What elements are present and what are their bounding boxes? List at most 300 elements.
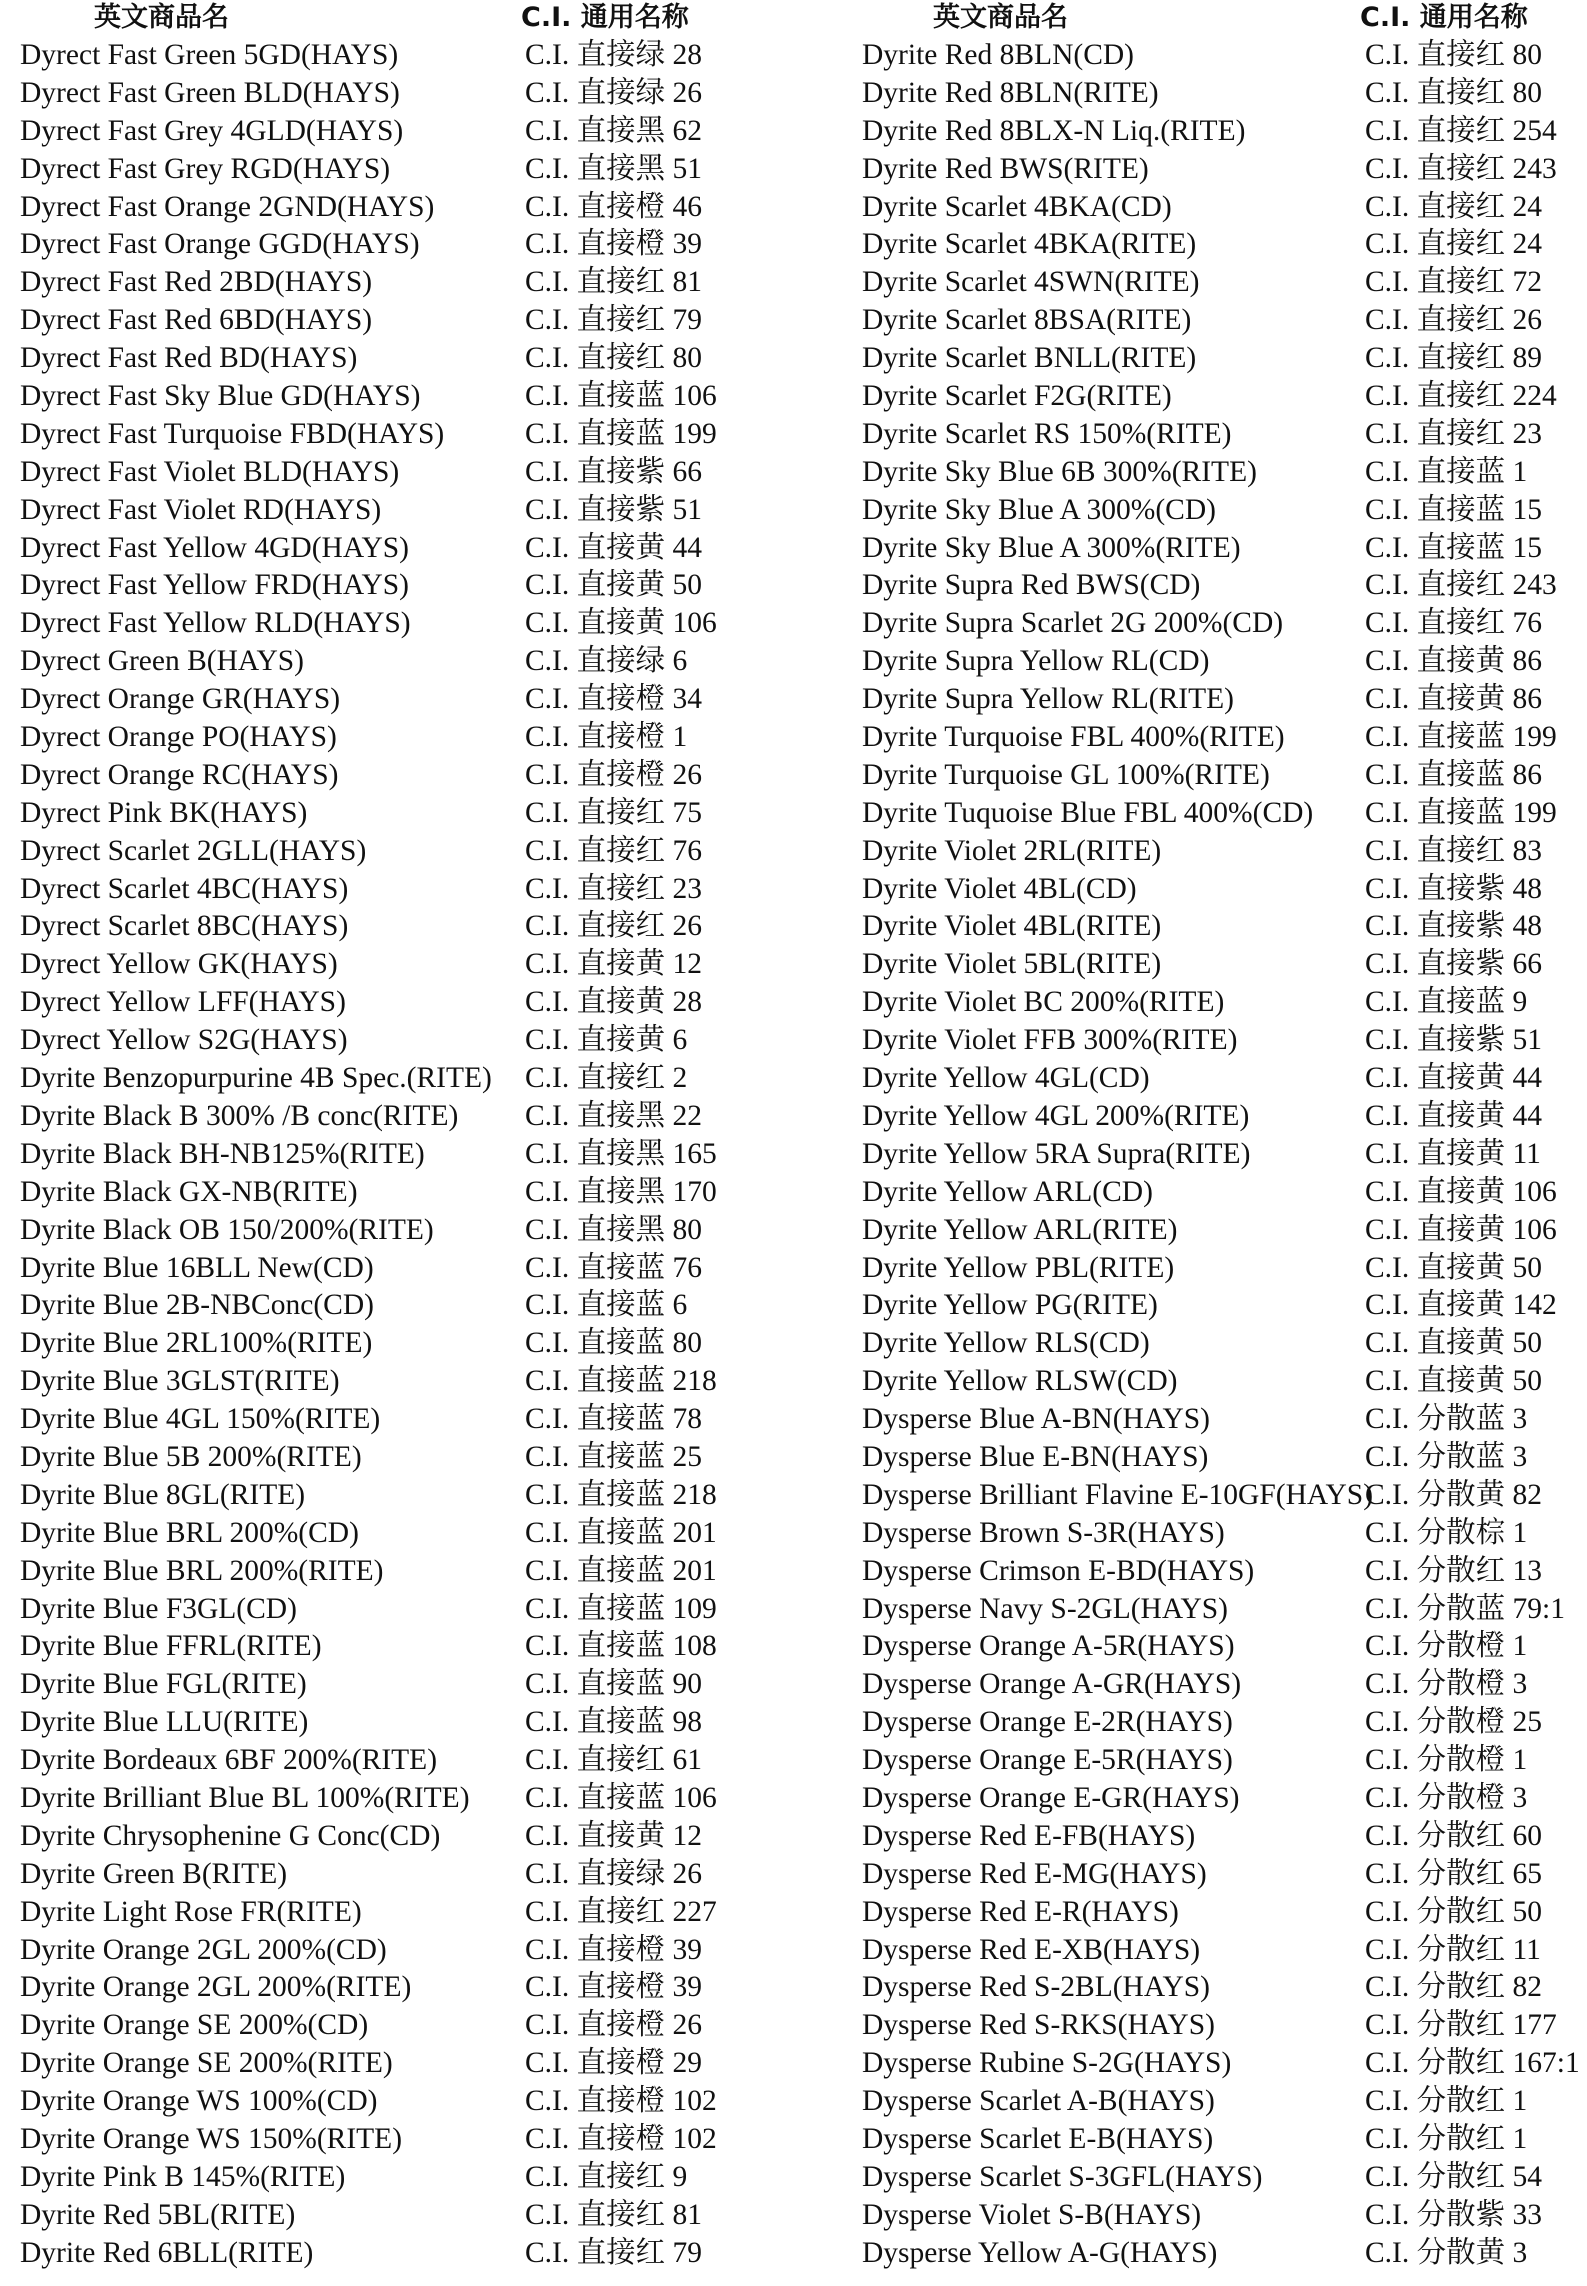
ci-generic-name: C.I. 直接红 72 (1365, 266, 1543, 299)
ci-generic-name: C.I. 直接红 80 (1365, 39, 1543, 71)
table-row (858, 263, 1587, 301)
english-trade-name: Dyrect Fast Red 2BD(HAYS) (20, 266, 373, 299)
ci-generic-name: C.I. 直接黑 51 (525, 152, 703, 185)
english-trade-name: Dysperse Blue A-BN(HAYS) (862, 1403, 1210, 1436)
ci-generic-name: C.I. 直接红 24 (1365, 228, 1543, 261)
table-row (16, 718, 796, 756)
english-trade-name: Dyrect Yellow LFF(HAYS) (20, 986, 346, 1019)
english-trade-name: Dysperse Brilliant Flavine E-10GF(HAYS) (862, 1478, 1374, 1511)
table-row (16, 642, 796, 680)
english-trade-name: Dysperse Blue E-BN(HAYS) (862, 1440, 1209, 1473)
english-trade-name: Dyrite Bordeaux 6BF 200%(RITE) (20, 1744, 438, 1777)
ci-generic-name: C.I. 直接蓝 199 (1365, 721, 1557, 754)
english-trade-name: Dyrect Fast Green 5GD(HAYS) (20, 39, 399, 71)
ci-generic-name: C.I. 直接蓝 106 (525, 1781, 717, 1814)
english-trade-name: Dysperse Red S-RKS(HAYS) (862, 2009, 1215, 2042)
ci-generic-name: C.I. 直接黄 106 (1365, 1175, 1557, 1208)
table-row (16, 415, 796, 453)
english-trade-name: Dyrite Red 6BLL(RITE) (20, 2236, 314, 2269)
table-row (858, 2234, 1587, 2272)
table-row (16, 1590, 796, 1628)
table-row (16, 1286, 796, 1324)
table-row (16, 112, 796, 150)
table-row (858, 1893, 1587, 1931)
table-row (16, 1627, 796, 1665)
ci-generic-name: C.I. 直接橙 39 (525, 1971, 703, 2004)
table-row (858, 112, 1587, 150)
english-trade-name: Dyrite Scarlet 8BSA(RITE) (862, 304, 1192, 337)
table-row (16, 74, 796, 112)
table-row (858, 1476, 1587, 1514)
table-row (16, 2044, 796, 2082)
table-row (858, 680, 1587, 718)
english-trade-name: Dyrite Chrysophenine G Conc(CD) (20, 1819, 441, 1852)
english-trade-name: Dyrect Fast Orange 2GND(HAYS) (20, 190, 435, 223)
english-trade-name: Dyrect Scarlet 8BC(HAYS) (20, 910, 349, 943)
ci-generic-name: C.I. 直接红 61 (525, 1744, 703, 1777)
right-column (858, 0, 1587, 2272)
table-row (16, 2234, 796, 2272)
table-row (858, 642, 1587, 680)
table-row (858, 945, 1587, 983)
english-trade-name: Dyrite Yellow PG(RITE) (862, 1289, 1158, 1322)
ci-generic-name: C.I. 直接红 76 (1365, 607, 1543, 640)
ci-generic-name: C.I. 直接紫 48 (1365, 910, 1543, 943)
ci-generic-name: C.I. 直接橙 26 (525, 2009, 703, 2042)
ci-generic-name: C.I. 直接橙 39 (525, 1933, 703, 1966)
table-row (858, 1097, 1587, 1135)
english-trade-name: Dyrite Supra Yellow RL(RITE) (862, 683, 1234, 716)
english-trade-name: Dysperse Orange A-GR(HAYS) (862, 1668, 1242, 1701)
ci-generic-name: C.I. 直接红 9 (525, 2160, 688, 2193)
english-trade-name: Dyrite Orange 2GL 200%(RITE) (20, 1971, 412, 2004)
ci-generic-name: C.I. 直接橙 102 (525, 2085, 717, 2118)
english-trade-name: Dyrite Green B(RITE) (20, 1857, 288, 1890)
table-row (858, 301, 1587, 339)
table-row (16, 1893, 796, 1931)
english-trade-name: Dyrite Orange 2GL 200%(CD) (20, 1933, 387, 1966)
ci-generic-name: C.I. 分散红 177 (1365, 2009, 1557, 2042)
english-trade-name: Dyrect Orange RC(HAYS) (20, 758, 339, 791)
table-row (16, 1514, 796, 1552)
english-trade-name: Dyrite Scarlet F2G(RITE) (862, 380, 1172, 413)
english-trade-name: Dyrite Violet 4BL(RITE) (862, 910, 1162, 943)
english-trade-name: Dyrite Blue LLU(RITE) (20, 1706, 309, 1739)
table-row (16, 1476, 796, 1514)
ci-generic-name: C.I. 直接蓝 9 (1365, 986, 1528, 1019)
english-trade-name: Dysperse Orange E-2R(HAYS) (862, 1706, 1233, 1739)
english-trade-name: Dyrite Violet FFB 300%(RITE) (862, 1024, 1238, 1057)
ci-generic-name: C.I. 分散蓝 3 (1365, 1403, 1528, 1436)
english-trade-name: Dyrect Fast Violet RD(HAYS) (20, 493, 382, 526)
ci-generic-name: C.I. 直接红 79 (525, 304, 703, 337)
table-row (858, 188, 1587, 226)
table-row (858, 1703, 1587, 1741)
table-row (858, 832, 1587, 870)
ci-generic-name: C.I. 直接橙 26 (525, 758, 703, 791)
english-trade-name: Dyrect Fast Orange GGD(HAYS) (20, 228, 420, 261)
table-row (858, 225, 1587, 263)
ci-generic-name: C.I. 直接黄 142 (1365, 1289, 1557, 1322)
table-row (16, 188, 796, 226)
ci-generic-name: C.I. 直接紫 48 (1365, 872, 1543, 905)
english-trade-name: Dyrite Scarlet 4SWN(RITE) (862, 266, 1200, 299)
ci-generic-name: C.I. 分散红 60 (1365, 1819, 1543, 1852)
table-row (16, 1779, 796, 1817)
english-trade-name: Dyrite Violet 5BL(RITE) (862, 948, 1162, 981)
ci-generic-name: C.I. 直接黄 50 (1365, 1251, 1543, 1284)
ci-generic-name: C.I. 直接黄 50 (525, 569, 703, 602)
table-row (16, 263, 796, 301)
english-trade-name: Dyrite Sky Blue 6B 300%(RITE) (862, 455, 1257, 488)
table-row (858, 2158, 1587, 2196)
english-trade-name: Dysperse Brown S-3R(HAYS) (862, 1516, 1225, 1549)
english-trade-name: Dyrite Supra Red BWS(CD) (862, 569, 1201, 602)
english-trade-name: Dyrite Yellow ARL(RITE) (862, 1213, 1178, 1246)
table-row (858, 1021, 1587, 1059)
ci-generic-name: C.I. 直接紫 51 (525, 493, 703, 526)
english-trade-name: Dyrite Blue FGL(RITE) (20, 1668, 307, 1701)
english-trade-name: Dysperse Red E-FB(HAYS) (862, 1819, 1196, 1852)
table-row (16, 529, 796, 567)
table-row (16, 983, 796, 1021)
ci-generic-name: C.I. 分散红 82 (1365, 1971, 1543, 2004)
table-row (16, 1097, 796, 1135)
table-row (858, 1968, 1587, 2006)
english-trade-name: Dyrect Scarlet 2GLL(HAYS) (20, 834, 367, 867)
table-row (16, 150, 796, 188)
english-trade-name: Dyrite Red 8BLX-N Liq.(RITE) (862, 114, 1246, 147)
ci-generic-name: C.I. 分散红 1 (1365, 2122, 1528, 2155)
table-row (858, 1665, 1587, 1703)
ci-generic-name: C.I. 直接黄 44 (1365, 1099, 1543, 1132)
header-english-name: 英文商品名 (933, 2, 1068, 33)
table-row (858, 756, 1587, 794)
ci-generic-name: C.I. 直接红 79 (525, 2236, 703, 2269)
table-row (858, 1400, 1587, 1438)
english-trade-name: Dyrite Supra Yellow RL(CD) (862, 645, 1210, 678)
table-row (858, 377, 1587, 415)
english-trade-name: Dyrect Pink BK(HAYS) (20, 796, 308, 829)
table-row (16, 301, 796, 339)
ci-generic-name: C.I. 直接橙 34 (525, 683, 703, 716)
english-trade-name: Dyrect Orange GR(HAYS) (20, 683, 341, 716)
english-trade-name: Dysperse Red E-XB(HAYS) (862, 1933, 1201, 1966)
table-row (16, 1968, 796, 2006)
ci-generic-name: C.I. 直接橙 46 (525, 190, 703, 223)
english-trade-name: Dyrite Blue 2RL100%(RITE) (20, 1327, 373, 1360)
table-row (858, 566, 1587, 604)
ci-generic-name: C.I. 分散棕 1 (1365, 1516, 1528, 1549)
english-trade-name: Dyrite Sky Blue A 300%(RITE) (862, 531, 1241, 564)
ci-generic-name: C.I. 直接绿 28 (525, 39, 703, 71)
english-trade-name: Dyrite Yellow ARL(CD) (862, 1175, 1153, 1208)
ci-generic-name: C.I. 直接红 243 (1365, 569, 1557, 602)
table-row (16, 2158, 796, 2196)
ci-generic-name: C.I. 直接黄 44 (1365, 1062, 1543, 1095)
ci-generic-name: C.I. 直接红 83 (1365, 834, 1543, 867)
english-trade-name: Dysperse Yellow A-G(HAYS) (862, 2236, 1218, 2269)
english-trade-name: Dyrite Violet BC 200%(RITE) (862, 986, 1225, 1019)
ci-generic-name: C.I. 直接黄 44 (525, 531, 703, 564)
english-trade-name: Dyrite Black OB 150/200%(RITE) (20, 1213, 434, 1246)
table-row (16, 453, 796, 491)
english-trade-name: Dyrect Fast Violet BLD(HAYS) (20, 455, 400, 488)
english-trade-name: Dyrite Blue 8GL(RITE) (20, 1478, 306, 1511)
english-trade-name: Dyrite Yellow 4GL 200%(RITE) (862, 1099, 1250, 1132)
ci-generic-name: C.I. 直接红 2 (525, 1062, 688, 1095)
ci-generic-name: C.I. 直接红 81 (525, 2198, 703, 2231)
english-trade-name: Dyrect Fast Green BLD(HAYS) (20, 76, 400, 109)
ci-generic-name: C.I. 直接橙 29 (525, 2047, 703, 2080)
english-trade-name: Dyrect Fast Grey 4GLD(HAYS) (20, 114, 404, 147)
table-row (16, 1855, 796, 1893)
ci-generic-name: C.I. 分散红 50 (1365, 1895, 1543, 1928)
ci-generic-name: C.I. 直接红 80 (525, 342, 703, 375)
ci-generic-name: C.I. 直接绿 26 (525, 1857, 703, 1890)
table-row (858, 794, 1587, 832)
table-row (858, 2196, 1587, 2234)
table-row (858, 1135, 1587, 1173)
table-row (858, 1324, 1587, 1362)
table-row (858, 2082, 1587, 2120)
table-row (858, 1438, 1587, 1476)
table-row (858, 415, 1587, 453)
english-trade-name: Dyrite Blue BRL 200%(CD) (20, 1516, 359, 1549)
ci-generic-name: C.I. 直接黑 170 (525, 1175, 717, 1208)
ci-generic-name: C.I. 直接蓝 218 (525, 1478, 717, 1511)
table-row (16, 1552, 796, 1590)
ci-generic-name: C.I. 直接紫 51 (1365, 1024, 1543, 1057)
ci-generic-name: C.I. 直接蓝 25 (525, 1440, 703, 1473)
english-trade-name: Dyrect Orange PO(HAYS) (20, 721, 337, 754)
english-trade-name: Dyrite Orange WS 150%(RITE) (20, 2122, 403, 2155)
table-row (858, 1779, 1587, 1817)
english-trade-name: Dysperse Scarlet A-B(HAYS) (862, 2085, 1215, 2118)
english-trade-name: Dyrite Blue F3GL(CD) (20, 1592, 297, 1625)
english-trade-name: Dyrect Scarlet 4BC(HAYS) (20, 872, 349, 905)
table-row (858, 1286, 1587, 1324)
ci-generic-name: C.I. 直接红 76 (525, 834, 703, 867)
ci-generic-name: C.I. 直接红 26 (1365, 304, 1543, 337)
ci-generic-name: C.I. 直接黄 106 (1365, 1213, 1557, 1246)
english-trade-name: Dyrite Turquoise GL 100%(RITE) (862, 758, 1270, 791)
table-row (858, 529, 1587, 567)
table-row (16, 377, 796, 415)
table-row (858, 150, 1587, 188)
table-row (16, 832, 796, 870)
table-row (858, 1249, 1587, 1287)
ci-generic-name: C.I. 分散橙 1 (1365, 1630, 1528, 1663)
table-row (16, 2120, 796, 2158)
english-trade-name: Dyrite Tuquoise Blue FBL 400%(CD) (862, 796, 1314, 829)
ci-generic-name: C.I. 直接红 23 (1365, 417, 1543, 450)
english-trade-name: Dyrite Light Rose FR(RITE) (20, 1895, 362, 1928)
ci-generic-name: C.I. 直接黄 50 (1365, 1365, 1543, 1398)
ci-generic-name: C.I. 直接绿 26 (525, 76, 703, 109)
table-row (858, 74, 1587, 112)
english-trade-name: Dyrite Scarlet BNLL(RITE) (862, 342, 1197, 375)
table-row (16, 1438, 796, 1476)
ci-generic-name: C.I. 直接紫 66 (1365, 948, 1543, 981)
ci-generic-name: C.I. 直接蓝 109 (525, 1592, 717, 1625)
table-row (16, 225, 796, 263)
english-trade-name: Dyrite Sky Blue A 300%(CD) (862, 493, 1216, 526)
english-trade-name: Dyrite Black BH-NB125%(RITE) (20, 1137, 425, 1170)
english-trade-name: Dyrect Fast Red 6BD(HAYS) (20, 304, 373, 337)
english-trade-name: Dysperse Scarlet S-3GFL(HAYS) (862, 2160, 1263, 2193)
table-row (16, 870, 796, 908)
table-row (858, 718, 1587, 756)
english-trade-name: Dysperse Scarlet E-B(HAYS) (862, 2122, 1214, 2155)
english-trade-name: Dyrite Orange SE 200%(RITE) (20, 2047, 393, 2080)
english-trade-name: Dyrite Red 5BL(RITE) (20, 2198, 296, 2231)
table-row (16, 2006, 796, 2044)
english-trade-name: Dyrite Yellow 5RA Supra(RITE) (862, 1137, 1251, 1170)
ci-generic-name: C.I. 直接蓝 78 (525, 1403, 703, 1436)
table-row (858, 1590, 1587, 1628)
table-row (16, 1741, 796, 1779)
ci-generic-name: C.I. 直接蓝 90 (525, 1668, 703, 1701)
english-trade-name: Dyrite Black B 300% /B conc(RITE) (20, 1099, 459, 1132)
table-row (16, 339, 796, 377)
english-trade-name: Dyrite Black GX-NB(RITE) (20, 1175, 358, 1208)
ci-generic-name: C.I. 分散蓝 3 (1365, 1440, 1528, 1473)
ci-generic-name: C.I. 分散红 11 (1365, 1933, 1541, 1966)
table-row (858, 870, 1587, 908)
table-row (16, 1173, 796, 1211)
ci-generic-name: C.I. 分散蓝 79:1 (1365, 1592, 1565, 1625)
english-trade-name: Dyrite Yellow RLS(CD) (862, 1327, 1150, 1360)
ci-generic-name: C.I. 分散橙 3 (1365, 1781, 1528, 1814)
ci-generic-name: C.I. 分散红 1 (1365, 2085, 1528, 2118)
ci-generic-name: C.I. 直接橙 102 (525, 2122, 717, 2155)
ci-generic-name: C.I. 直接红 227 (525, 1895, 717, 1928)
table-row (858, 907, 1587, 945)
table-row (858, 1059, 1587, 1097)
right-rows (858, 36, 1587, 2272)
english-trade-name: Dysperse Violet S-B(HAYS) (862, 2198, 1202, 2231)
ci-generic-name: C.I. 直接黄 86 (1365, 645, 1543, 678)
ci-generic-name: C.I. 分散红 65 (1365, 1857, 1543, 1890)
english-trade-name: Dyrite Red BWS(RITE) (862, 152, 1149, 185)
ci-generic-name: C.I. 分散黄 3 (1365, 2236, 1528, 2269)
table-row (16, 945, 796, 983)
ci-generic-name: C.I. 直接黄 11 (1365, 1137, 1541, 1170)
table-row (858, 2120, 1587, 2158)
english-trade-name: Dysperse Red E-R(HAYS) (862, 1895, 1179, 1928)
table-row (858, 1741, 1587, 1779)
table-row (16, 2082, 796, 2120)
table-row (16, 1931, 796, 1969)
ci-generic-name: C.I. 直接蓝 6 (525, 1289, 688, 1322)
ci-generic-name: C.I. 直接橙 39 (525, 228, 703, 261)
ci-generic-name: C.I. 分散橙 25 (1365, 1706, 1543, 1739)
ci-generic-name: C.I. 直接黄 12 (525, 1819, 703, 1852)
ci-generic-name: C.I. 直接蓝 80 (525, 1327, 703, 1360)
ci-generic-name: C.I. 直接蓝 201 (525, 1554, 717, 1587)
ci-generic-name: C.I. 直接蓝 15 (1365, 493, 1543, 526)
english-trade-name: Dyrite Orange SE 200%(CD) (20, 2009, 369, 2042)
table-row (858, 36, 1587, 74)
english-trade-name: Dyrite Supra Scarlet 2G 200%(CD) (862, 607, 1284, 640)
ci-generic-name: C.I. 直接红 254 (1365, 114, 1557, 147)
english-trade-name: Dyrite Violet 4BL(CD) (862, 872, 1137, 905)
english-trade-name: Dysperse Orange E-GR(HAYS) (862, 1781, 1240, 1814)
english-trade-name: Dyrect Green B(HAYS) (20, 645, 305, 678)
table-row (16, 907, 796, 945)
ci-generic-name: C.I. 直接红 89 (1365, 342, 1543, 375)
english-trade-name: Dyrect Fast Yellow RLD(HAYS) (20, 607, 411, 640)
table-row (16, 604, 796, 642)
ci-generic-name: C.I. 直接红 224 (1365, 380, 1557, 413)
english-trade-name: Dysperse Rubine S-2G(HAYS) (862, 2047, 1232, 2080)
english-trade-name: Dyrite Blue FFRL(RITE) (20, 1630, 322, 1663)
ci-generic-name: C.I. 直接黑 80 (525, 1213, 703, 1246)
english-trade-name: Dysperse Navy S-2GL(HAYS) (862, 1592, 1228, 1625)
english-trade-name: Dyrite Blue 3GLST(RITE) (20, 1365, 340, 1398)
ci-generic-name: C.I. 直接红 243 (1365, 152, 1557, 185)
table-row (16, 1817, 796, 1855)
table-row (16, 491, 796, 529)
ci-generic-name: C.I. 直接蓝 98 (525, 1706, 703, 1739)
english-trade-name: Dysperse Red S-2BL(HAYS) (862, 1971, 1210, 2004)
ci-generic-name: C.I. 直接红 75 (525, 796, 703, 829)
ci-generic-name: C.I. 直接红 26 (525, 910, 703, 943)
english-trade-name: Dyrite Yellow PBL(RITE) (862, 1251, 1175, 1284)
table-row (858, 339, 1587, 377)
ci-generic-name: C.I. 直接黄 50 (1365, 1327, 1543, 1360)
table-row (16, 1135, 796, 1173)
ci-generic-name: C.I. 直接蓝 199 (525, 417, 717, 450)
table-row (16, 1059, 796, 1097)
ci-generic-name: C.I. 直接蓝 218 (525, 1365, 717, 1398)
table-row (858, 604, 1587, 642)
english-trade-name: Dyrect Fast Yellow FRD(HAYS) (20, 569, 410, 602)
table-row (858, 1362, 1587, 1400)
ci-generic-name: C.I. 直接红 24 (1365, 190, 1543, 223)
english-trade-name: Dyrite Blue 4GL 150%(RITE) (20, 1403, 381, 1436)
ci-generic-name: C.I. 分散橙 3 (1365, 1668, 1528, 1701)
english-trade-name: Dysperse Red E-MG(HAYS) (862, 1857, 1207, 1890)
english-trade-name: Dyrite Brilliant Blue BL 100%(RITE) (20, 1781, 470, 1814)
english-trade-name: Dyrite Scarlet RS 150%(RITE) (862, 417, 1232, 450)
english-trade-name: Dyrite Yellow RLSW(CD) (862, 1365, 1178, 1398)
column-header (16, 0, 796, 36)
ci-generic-name: C.I. 直接黄 28 (525, 986, 703, 1019)
table-row (858, 2044, 1587, 2082)
ci-generic-name: C.I. 直接蓝 106 (525, 380, 717, 413)
ci-generic-name: C.I. 直接红 81 (525, 266, 703, 299)
left-rows (16, 36, 796, 2272)
english-trade-name: Dysperse Crimson E-BD(HAYS) (862, 1554, 1255, 1587)
english-trade-name: Dyrect Yellow S2G(HAYS) (20, 1024, 348, 1057)
ci-generic-name: C.I. 直接蓝 15 (1365, 531, 1543, 564)
english-trade-name: Dyrect Fast Red BD(HAYS) (20, 342, 358, 375)
table-row (858, 453, 1587, 491)
ci-generic-name: C.I. 分散红 54 (1365, 2160, 1543, 2193)
ci-generic-name: C.I. 直接绿 6 (525, 645, 688, 678)
ci-generic-name: C.I. 直接蓝 1 (1365, 455, 1528, 488)
english-trade-name: Dyrite Blue 2B-NBConc(CD) (20, 1289, 374, 1322)
table-row (16, 680, 796, 718)
ci-generic-name: C.I. 直接黑 165 (525, 1137, 717, 1170)
table-row (16, 2196, 796, 2234)
ci-generic-name: C.I. 直接红 23 (525, 872, 703, 905)
ci-generic-name: C.I. 直接黄 106 (525, 607, 717, 640)
ci-generic-name: C.I. 分散橙 1 (1365, 1744, 1528, 1777)
english-trade-name: Dysperse Orange A-5R(HAYS) (862, 1630, 1235, 1663)
